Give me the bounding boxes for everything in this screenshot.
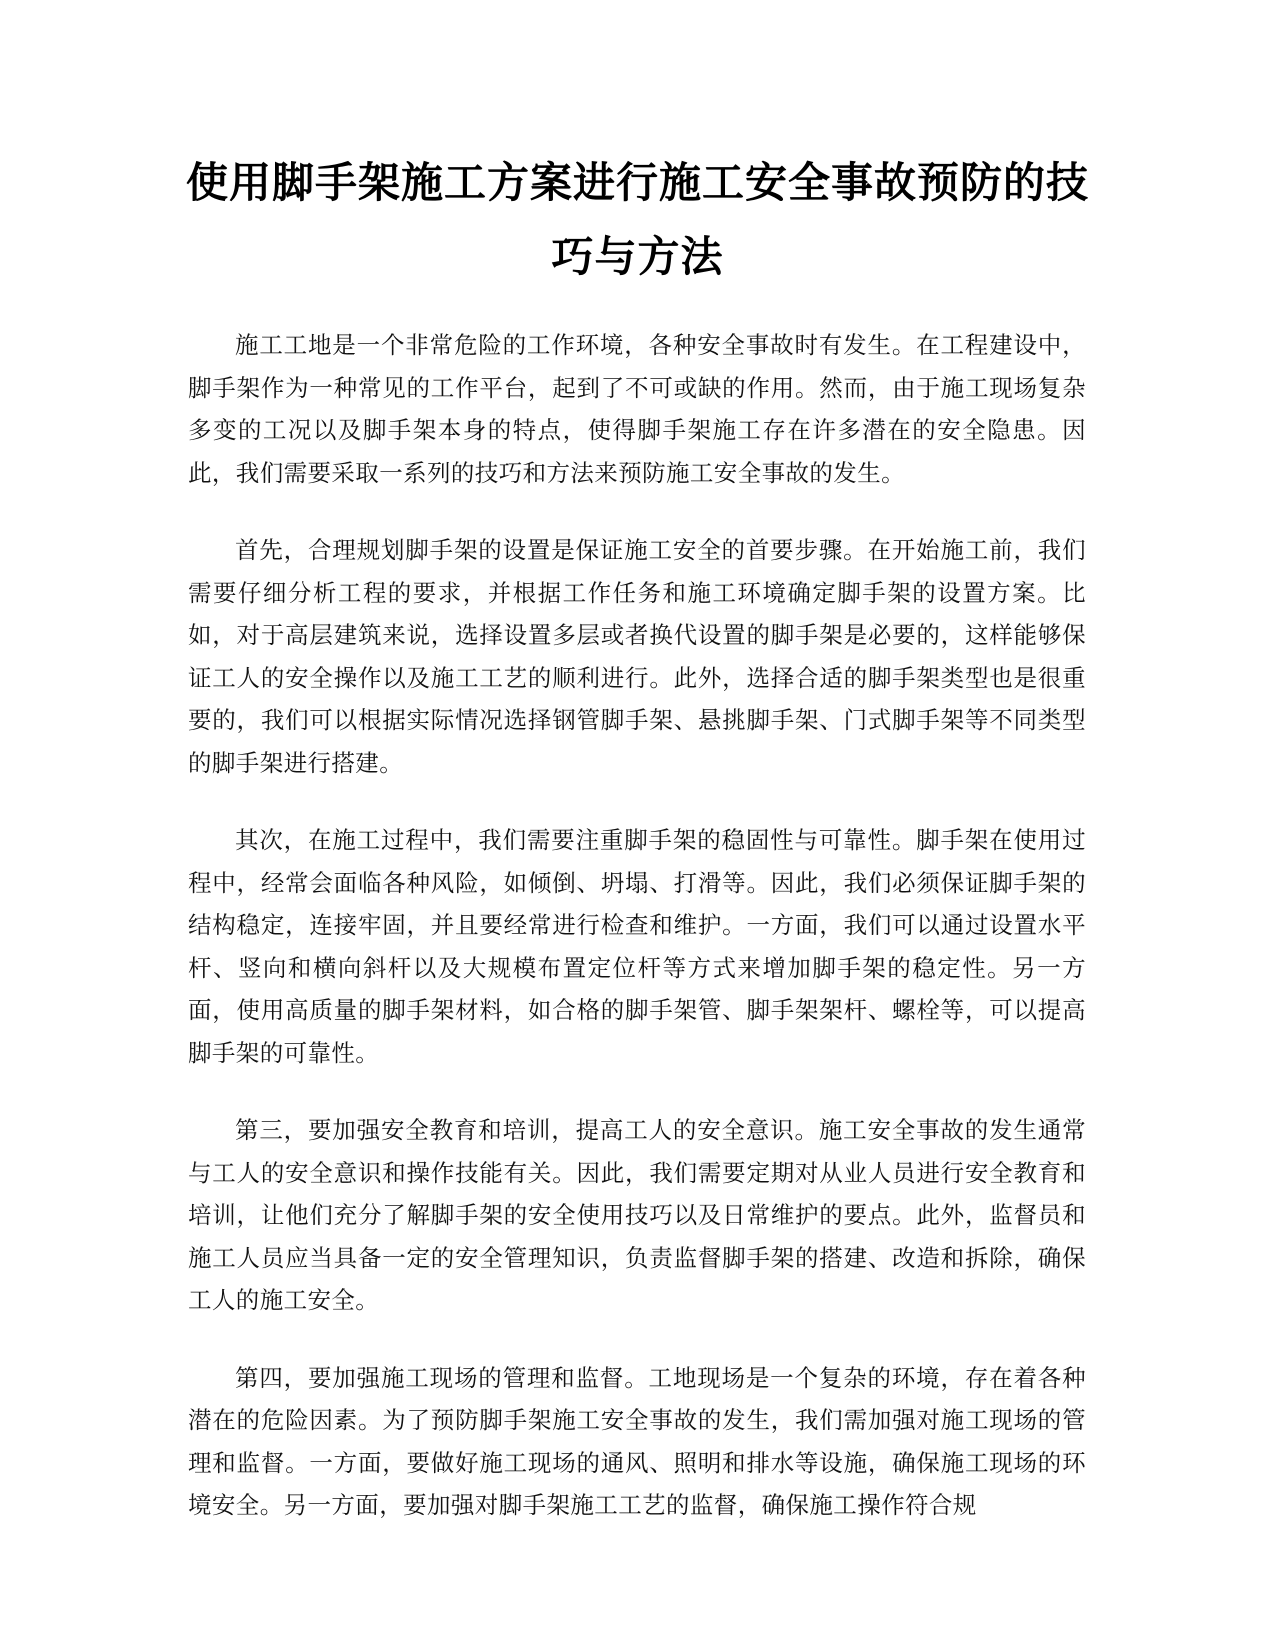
paragraph-intro: 施工工地是一个非常危险的工作环境，各种安全事故时有发生。在工程建设中，脚手架作为一种常见的工作平台，起到了不可或缺的作用。然而，由于施工现场复杂多变的工况以及脚手架本身的特点，使得脚手架施工存在许多潜在的安全隐患。因此，我们需要采取一系列的技巧和方法来预防施工安全事故的发生。 bbox=[188, 331, 1086, 487]
paragraph-third: 第三，要加强安全教育和培训，提高工人的安全意识。施工安全事故的发生通常与工人的安全意识和操作技能有关。因此，我们需要定期对从业人员进行安全教育和培训，让他们充分了解脚手架的安全使用技巧以及日常维护的要点。此外，监督员和施工人员应当具备一定的安全管理知识，负责监督脚手架的搭建、改造和拆除，确保工人的施工安全。 bbox=[188, 1116, 1086, 1314]
document-body bbox=[188, 324, 1086, 1562]
paragraph-first: 首先，合理规划脚手架的设置是保证施工安全的首要步骤。在开始施工前，我们需要仔细分析工程的要求，并根据工作任务和施工环境确定脚手架的设置方案。比如，对于高层建筑来说，选择设置多层或者换代设置的脚手架是必要的，这样能够保证工人的安全操作以及施工工艺的顺利进行。此外，选择合适的脚手架类型也是很重要的，我们可以根据实际情况选择钢管脚手架、悬挑脚手架、门式脚手架等不同类型的脚手架进行搭建。 bbox=[188, 536, 1086, 777]
document-title: 使用脚手架施工方案进行施工安全事故预防的技巧与方法 bbox=[185, 158, 1089, 281]
paragraph-second: 其次，在施工过程中，我们需要注重脚手架的稳固性与可靠性。脚手架在使用过程中，经常会面临各种风险，如倾倒、坍塌、打滑等。因此，我们必须保证脚手架的结构稳定，连接牢固，并且要经常进行检查和维护。一方面，我们可以通过设置水平杆、竖向和横向斜杆以及大规模布置定位杆等方式来增加脚手架的稳定性。另一方面，使用高质量的脚手架材料，如合格的脚手架管、脚手架架杆、螺栓等，可以提高脚手架的可靠性。 bbox=[188, 826, 1086, 1067]
paragraph-fourth: 第四，要加强施工现场的管理和监督。工地现场是一个复杂的环境，存在着各种潜在的危险因素。为了预防脚手架施工安全事故的发生，我们需加强对施工现场的管理和监督。一方面，要做好施工现场的通风、照明和排水等设施，确保施工现场的环境安全。另一方面，要加强对脚手架施工工艺的监督，确保施工操作符合规 bbox=[188, 1363, 1086, 1519]
